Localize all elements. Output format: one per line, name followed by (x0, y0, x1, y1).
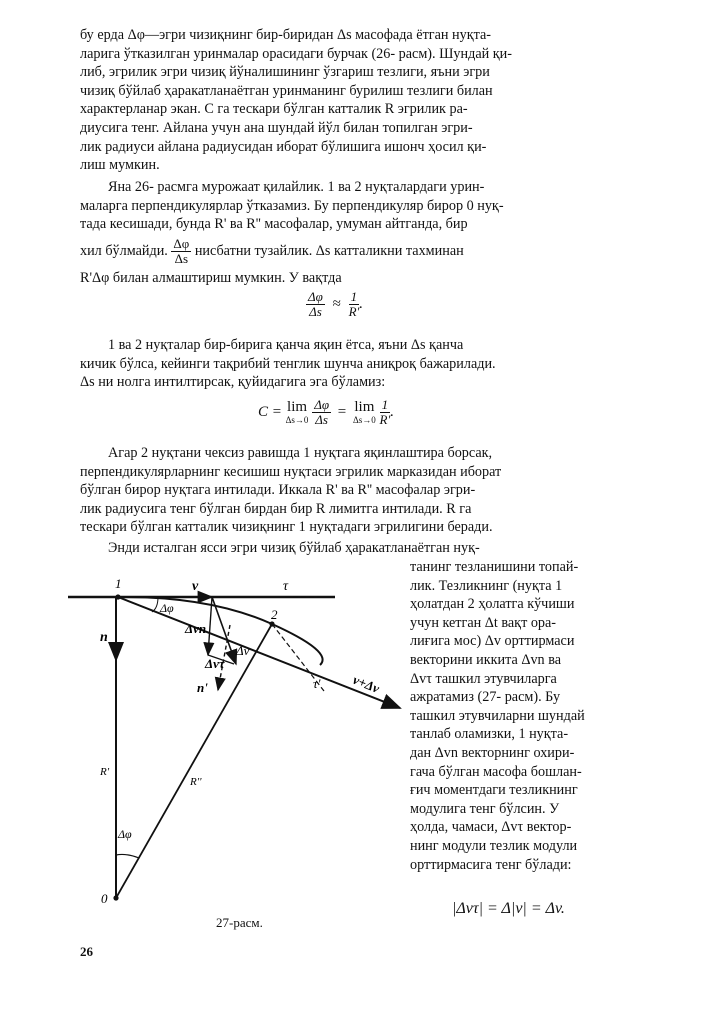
text-line: кичик бўлса, кейинги тақрибий тенглик шунча аниқроқ бажарилади. (80, 355, 496, 372)
fraction-numerator: Δφ (314, 397, 330, 412)
label-v-plus-dv: v+Δv (350, 671, 382, 696)
fraction-denominator: Δs (174, 250, 189, 266)
text-line: перпендикулярларнинг кесишиш нуқтаси эгрилик марказидан иборат (80, 463, 502, 480)
fraction-denominator: R' (348, 304, 360, 319)
text-line: лиш мумкин. (80, 157, 160, 174)
text-line: модулига тенг бўлсин. У (410, 800, 560, 817)
text-line: диусига тенг. Айлана учун ана шундай йўл билан топилган эгри- (80, 119, 473, 136)
point-1 (115, 594, 120, 599)
text-line: Яна 26- расмга мурожаат қилайлик. 1 ва 2 нуқталардаги урин- (108, 179, 485, 195)
label-r-prime: R' (100, 766, 110, 778)
figure-caption: 27-расм. (216, 915, 263, 930)
label-n: n (100, 630, 108, 645)
label-tau: τ (283, 579, 289, 594)
formula-approx: $\frac{\Delta\varphi}{\Delta s}$ ≈ $\frac{1}{R'}$ . (308, 289, 364, 319)
text-line: ларига ўтказилган уринмалар орасидаги бурчак (26- расм). Шундай қи- (80, 45, 512, 62)
text-line: бўлган бирор нуқтага интилади. Иккала R' ва R'' масофалар эгри- (80, 482, 476, 499)
approx-sign: ≈ (332, 295, 341, 312)
text-fragment: нисбатни тузайлик. Δs катталикни тахминан (194, 242, 464, 259)
text-line: танинг тезланишини топай- (410, 559, 579, 575)
text-line: нинг модули тезлик модули (410, 837, 578, 854)
curve-path (118, 597, 323, 665)
formula-modulus: |Δvτ| = Δ|v| = Δv. (452, 900, 565, 917)
text-line: дан Δvn векторнинг охири- (410, 744, 575, 761)
point-2 (269, 621, 274, 626)
label-dvn: Δvn (185, 621, 207, 636)
text-line: ғич моментдаги тезликнинг (410, 782, 578, 799)
text-line: 1 ва 2 нуқталар бир-бирига қанча яқин ётса, яъни Δs қанча (108, 337, 464, 353)
text-line: ташкил этувчиларни шундай (410, 707, 585, 724)
formula-limit: C = lim Δs→0 $\frac{\Delta\varphi}{\Delta s}$ = lim Δs→0 $\frac{1}{R'}$ . (258, 397, 395, 427)
label-dphi-bottom: Δφ (118, 827, 132, 841)
fraction-denominator: R' (379, 412, 391, 427)
text-line: тескари бўлган катталик чизиқнинг 1 нуқтадаги эгрилигини беради. (80, 519, 493, 536)
text-line: танлаб оламизки, 1 нуқта- (410, 726, 569, 743)
label-v: v (192, 579, 199, 594)
label-tau-prime: τ' (313, 676, 321, 691)
text-line: Δvτ ташкил этувчиларга (410, 670, 557, 687)
label-r-double: R'' (190, 776, 202, 788)
text-line: лиғига мос) Δv орттирмаси (410, 633, 575, 650)
label-dv: Δv (236, 643, 250, 658)
limit-operator: lim Δs→0 (352, 399, 376, 425)
text-line: маларга перпендикулярлар ўтказамиз. Бу перпендикуляр бирор 0 нуқ- (80, 197, 504, 214)
text-line: лик радиусига тенг бўлган бирдан бир R лимитга интилади. R га (80, 500, 472, 517)
text-line: ажратамиз (27- расм). Бу (410, 689, 561, 706)
text-line: лик радиуси айлана радиусидан иборат бўлишига ишонч ҳосил қи- (80, 138, 487, 155)
page-number: 26 (80, 944, 93, 959)
text-line: ҳолатдан 2 ҳолатга кўчиши (410, 596, 575, 613)
equals-sign: = (337, 403, 347, 420)
text-line: лик. Тезликнинг (нуқта 1 (410, 577, 563, 594)
label-point-0: 0 (101, 891, 108, 906)
fraction-numerator: Δφ (308, 289, 323, 304)
label-point-2: 2 (271, 607, 278, 622)
formula-lhs: C = (258, 403, 282, 420)
text-line: бу ерда Δφ—эгри чизиқнинг бир-биридан Δs масофада ётган нуқта- (80, 27, 492, 43)
text-line: Δs ни нолга интилтирсак, қуйидагига эга бўламиз: (80, 374, 386, 391)
label-dphi-top: Δφ (160, 601, 174, 615)
angle-arc-bottom (116, 854, 139, 858)
label-point-1: 1 (115, 576, 122, 591)
fraction-numerator: Δφ (173, 235, 190, 251)
text-line: характерланар экан. C га тескари бўлган катталик R эгрилик ра- (80, 101, 468, 118)
text-line: чизиқ бўйлаб ҳаракатланаётган уринманинг бурилиш тезлиги билан (80, 82, 493, 99)
fraction-numerator: 1 (380, 398, 391, 413)
text-fragment: хил бўлмайди. (80, 242, 168, 259)
fraction-denominator: Δs (315, 412, 328, 427)
text-line: орттирмасига тенг бўлади: (410, 856, 572, 873)
fraction-numerator: 1 (349, 290, 360, 305)
point-0 (113, 895, 118, 900)
text-line: ҳолда, чамаси, Δvτ вектор- (410, 819, 572, 836)
text-line: векторини иккита Δvn ва (410, 651, 561, 668)
limit-operator: lim Δs→0 (285, 399, 309, 425)
text-line: либ, эгрилик эгри чизиқ йўналишининг ўзгариш тезлиги, яъни эгри (80, 64, 490, 81)
label-dvtau: Δvτ (205, 656, 225, 671)
text-line: Энди исталган ясси эгри чизиқ бўйлаб ҳаракатланаётган нуқ- (108, 540, 480, 556)
label-n-prime: n' (197, 680, 208, 695)
text-line: тада кесишади, бунда R' ва R'' масофалар, умуман айтганда, бир (80, 216, 468, 233)
text-line: Агар 2 нуқтани чексиз равишда 1 нуқтага яқинлаштира борсак, (108, 445, 493, 461)
radius-r-double (116, 624, 272, 898)
fraction-denominator: Δs (309, 304, 322, 319)
delta-vn-arrow (208, 597, 212, 655)
text-line: R'Δφ билан алмаштириш мумкин. У вақтда (80, 269, 342, 286)
text-line: учун кетган Δt вақт ора- (410, 614, 557, 631)
text-line: гача бўлган масофа бошлан- (410, 763, 582, 780)
